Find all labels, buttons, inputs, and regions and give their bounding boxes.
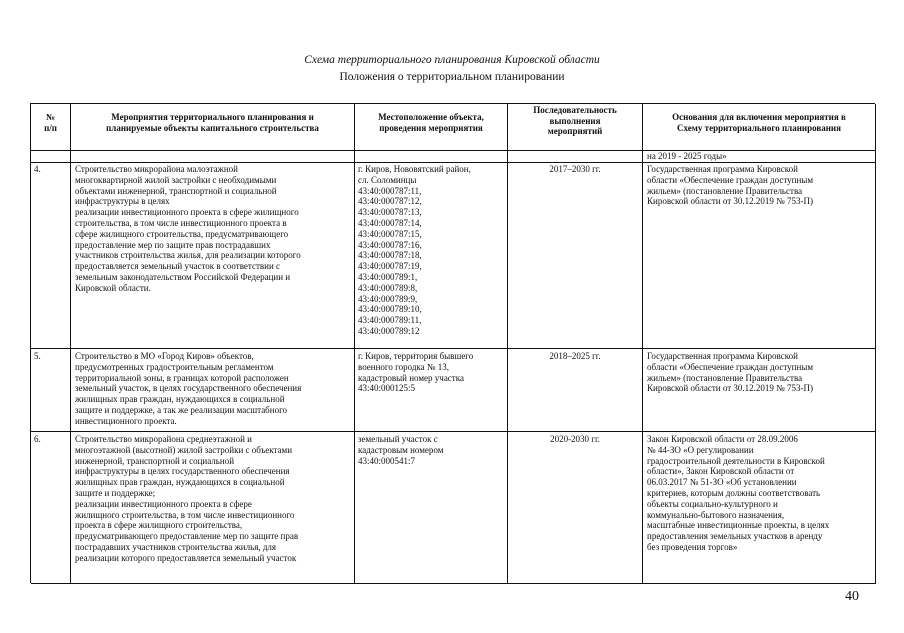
row-6-basis: Закон Кировской области от 28.09.2006 № 44-ЗО «О регулировании градостроительной деятельности в Кировской области», Закон Кировской области от 06.03.2017 № 51-ЗО «Об установлении критериев, которым должны соответствовать объекты социально-культурного и коммунально-бытового назначения, масштабные инвестиционные проекты, в целях предоставления земельных участков в аренду без проведения торгов» — [647, 434, 830, 552]
row-5-num: 5. — [34, 351, 41, 361]
document-subtitle: Положения о территориальном планировании — [339, 71, 565, 83]
rule-col-4 — [642, 104, 643, 584]
col-header-num: № п/п — [44, 112, 57, 133]
col-header-basis: Основания для включения мероприятия в Схему территориального планирования — [672, 112, 846, 133]
row-4-basis: Государственная программа Кировской области «Обеспечение граждан доступным жильем» (постановление Правительства Кировской области от 30.12.2019 № 753-П) — [647, 164, 814, 207]
rule-col-5 — [875, 104, 876, 584]
row-4-location: г. Киров, Нововятский район, сл. Соломинцы 43:40:000787:11, 43:40:000787:12, 43:40:000787:13, 43:40:000787:14, 43:40:000787:15, 43:40:000787:16, 43:40:000787:18, 43:40:000787:19, 43:40:000789:1, 43:40:000789:8, 43:40:000789:9, 43:40:000789:10, 43:40:000789:11, 43:40:000789:12 — [358, 164, 471, 336]
page-number: 40 — [845, 589, 859, 604]
col-header-location: Местоположение объекта, проведения мероприятия — [378, 112, 484, 133]
row-6-period: 2020-2030 гг. — [550, 434, 600, 444]
row-4-period: 2017–2030 гг. — [549, 164, 601, 174]
row-5-location: г. Киров, территория бывшего военного городка № 13, кадастровый номер участка 43:40:000125:5 — [358, 351, 474, 394]
row-5-activity: Строительство в МО «Город Киров» объектов, предусмотренных градостроительным регламентом территориальной зоны, в границах которой расположен земельный участок, в целях государственного обеспечения жилищных прав граждан, нуждающихся в социальной защите и поддержке, а так же реализации масштабного инвестиционного проекта. — [75, 351, 302, 426]
territorial-planning-table — [30, 103, 875, 583]
row-6-activity: Строительство микрорайона среднеэтажной и многоэтажной (высотной) жилой застройки с объектами инженерной, транспортной и социальной инфраструктуры в целях государственного обеспечения жилищных прав граждан, нуждающихся в социальной защите и поддержке; реализации инвестиционного проекта в сфере жилищного строительства, в том числе инвестиционного проекта в сфере жилищного строительства, предусматривающего предоставление мер по защите прав пострадавших участников строительства жилья, для реализации которого предоставляется земельный участок — [75, 434, 299, 563]
row-6-num: 6. — [34, 434, 41, 444]
col-header-activity: Мероприятия территориального планирования и планируемые объекты капитального строительства — [106, 112, 319, 133]
row-5-period: 2018–2025 гг. — [549, 351, 601, 361]
col-header-sequence: Последовательность выполнения мероприятий — [533, 105, 617, 136]
rule-bottom — [31, 583, 876, 584]
row-6-location: земельный участок с кадастровым номером 43:40:000541:7 — [358, 434, 444, 466]
rule-row-5 — [31, 431, 876, 432]
rule-col-2 — [354, 104, 355, 584]
row-5-basis: Государственная программа Кировской области «Обеспечение граждан доступным жильем» (постановление Правительства Кировской области от 30.12.2019 № 753-П) — [647, 351, 814, 394]
document-title: Схема территориального планирования Кировской области — [304, 54, 600, 66]
row-4-num: 4. — [34, 164, 41, 174]
rule-col-3 — [507, 104, 508, 584]
rule-row-4 — [31, 348, 876, 349]
row-4-activity: Строительство микрорайона малоэтажной многоквартирной жилой застройки с необходимыми объектами инженерной, транспортной и социальной инфраструктуры в целях реализации инвестиционного проекта в сфере жилищного строительства, в том числе инвестиционного проекта в сфере жилищного строительства, предусматривающего предоставление мер по защите прав пострадавших участников строительства жилья, для реализации которого предоставляется земельный участок в соответствии с земельным законодательством Российской Федерации и Кировской области. — [75, 164, 301, 293]
rule-continuation — [31, 162, 876, 163]
rule-col-1 — [70, 104, 71, 584]
continuation-text: на 2019 - 2025 годы» — [647, 151, 727, 161]
